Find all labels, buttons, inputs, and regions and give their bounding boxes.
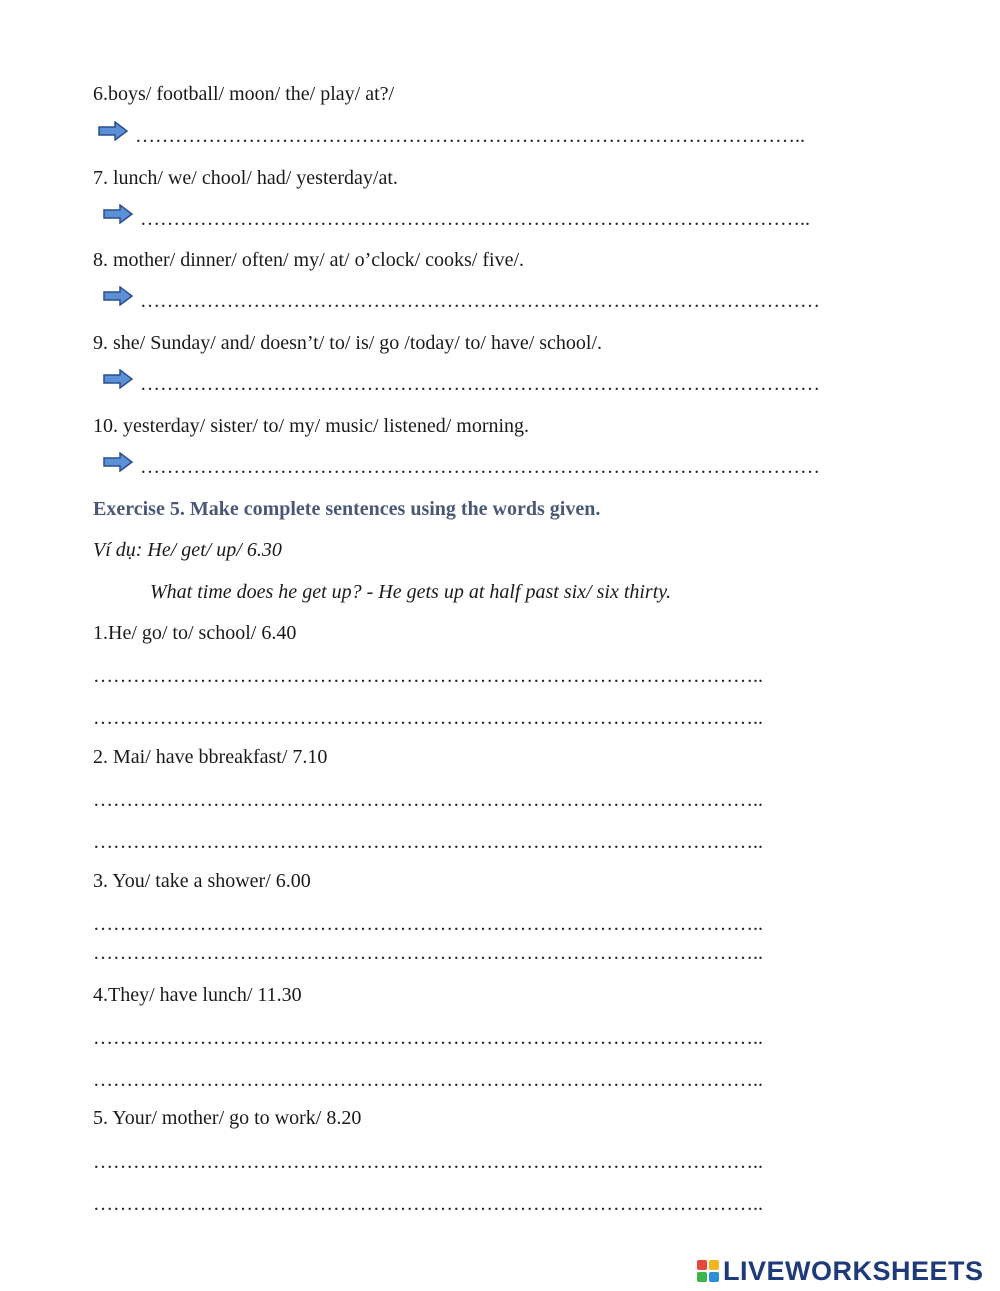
- ex4-answer-6[interactable]: ………………………………………………………………………………………..: [135, 125, 805, 147]
- ex5-answer-line[interactable]: ………………………………………………………………………………………..: [93, 1151, 763, 1173]
- ex4-answer-10[interactable]: …………………………………………………………………………………………: [140, 456, 820, 478]
- ex5-answer-line[interactable]: ………………………………………………………………………………………..: [93, 1193, 763, 1215]
- ex5-answer-line[interactable]: ………………………………………………………………………………………..: [93, 789, 763, 811]
- ex5-prompt-2: 2. Mai/ have bbreakfast/ 7.10: [93, 746, 328, 768]
- ex5-answer-line[interactable]: ………………………………………………………………………………………..: [93, 1027, 763, 1049]
- example-answer: What time does he get up? - He gets up at half past six/ six thirty.: [150, 581, 672, 603]
- ex4-prompt-7: 7. lunch/ we/ chool/ had/ yesterday/at.: [93, 167, 398, 189]
- ex5-answer-line[interactable]: ………………………………………………………………………………………..: [93, 1069, 763, 1091]
- ex4-answer-9[interactable]: …………………………………………………………………………………………: [140, 373, 820, 395]
- ex4-prompt-9: 9. she/ Sunday/ and/ doesn’t/ to/ is/ go /today/ to/ have/ school/.: [93, 332, 603, 354]
- arrow-right-icon: [98, 121, 128, 141]
- ex4-prompt-10: 10. yesterday/ sister/ to/ my/ music/ listened/ morning.: [93, 415, 530, 437]
- ex5-answer-line[interactable]: ………………………………………………………………………………………..: [93, 707, 763, 729]
- arrow-right-icon: [103, 204, 133, 224]
- ex5-prompt-3: 3. You/ take a shower/ 6.00: [93, 870, 311, 892]
- ex5-prompt-4: 4.They/ have lunch/ 11.30: [93, 984, 302, 1006]
- logo-squares-icon: [697, 1260, 719, 1282]
- example-label: Ví dụ: He/ get/ up/ 6.30: [93, 539, 282, 561]
- exercise5-title: Exercise 5. Make complete sentences using the words given.: [93, 498, 601, 520]
- arrow-right-icon: [103, 369, 133, 389]
- ex5-prompt-5: 5. Your/ mother/ go to work/ 8.20: [93, 1107, 362, 1129]
- ex4-prompt-8: 8. mother/ dinner/ often/ my/ at/ o’clock/ cooks/ five/.: [93, 249, 525, 271]
- ex4-answer-8[interactable]: …………………………………………………………………………………………: [140, 290, 820, 312]
- ex5-prompt-1: 1.He/ go/ to/ school/ 6.40: [93, 622, 297, 644]
- ex5-answer-line[interactable]: ………………………………………………………………………………………..: [93, 831, 763, 853]
- ex5-answer-line[interactable]: ………………………………………………………………………………………..: [93, 665, 763, 687]
- ex4-prompt-6: 6.boys/ football/ moon/ the/ play/ at?/: [93, 83, 395, 105]
- arrow-right-icon: [103, 286, 133, 306]
- ex5-answer-line[interactable]: ………………………………………………………………………………………..: [93, 913, 763, 935]
- ex4-answer-7[interactable]: ………………………………………………………………………………………..: [140, 208, 810, 230]
- ex5-answer-line[interactable]: ………………………………………………………………………………………..: [93, 942, 763, 964]
- arrow-right-icon: [103, 452, 133, 472]
- liveworksheets-logo: [697, 1257, 984, 1285]
- logo-text: LIVEWORKSHEETS: [723, 1255, 984, 1286]
